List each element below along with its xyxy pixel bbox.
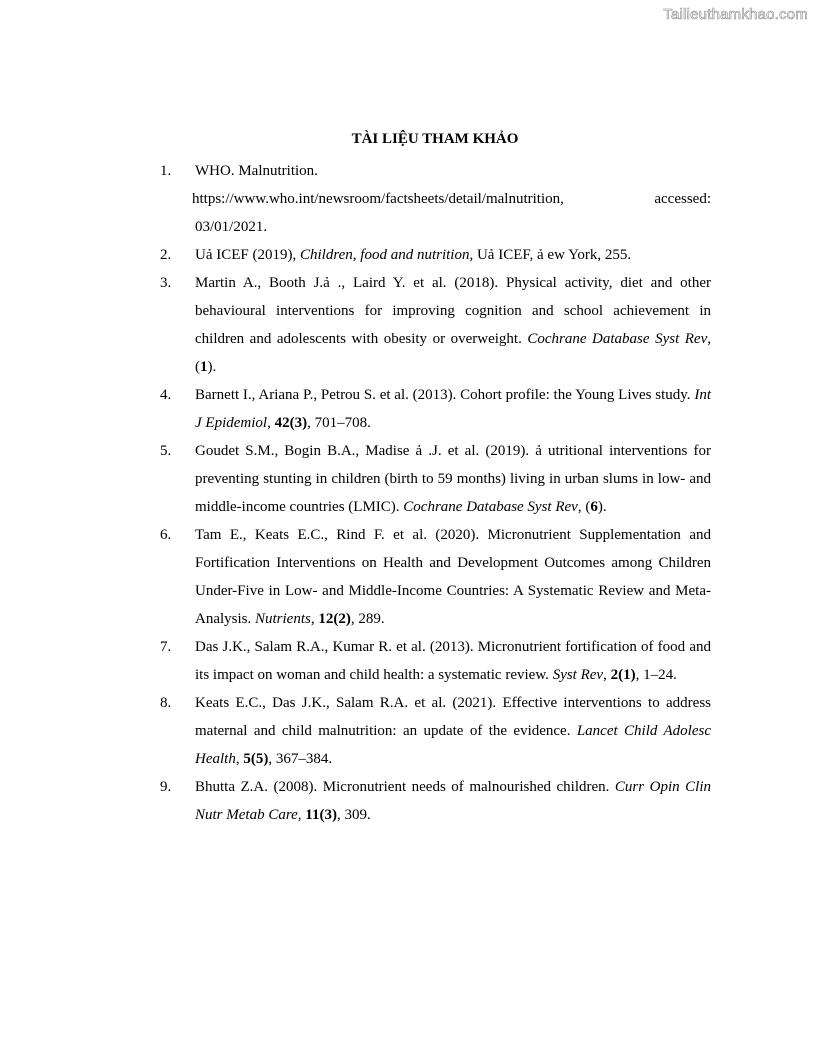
reference-authors: Goudet S.M., Bogin B.A., Madise ả .J. et al. (2019). ả utritional interventions for preventing stunting in children (birth to 59 months) living in urban slums in low- and middle-income countries (LMIC). xyxy=(195,443,711,515)
reference-number: 8. xyxy=(160,695,172,711)
reference-tail: , Uả ICEF, ả ew York, 255. xyxy=(469,247,632,263)
reference-text: Tam E., Keats E.C., Rind F. et al. (2020). Micronutrient Supplementation and Fortification Interventions on Health and Development Outcomes among Children Under-Five in Low- and Middle-Income Countries: A Systematic Review and Meta-Analysis. Nutrients, 12(2), 289. xyxy=(195,527,711,627)
reference-authors: Barnett I., Ariana P., Petrou S. et al. (2013). Cohort profile: the Young Lives study. xyxy=(195,387,695,403)
reference-item-3 xyxy=(0,269,816,381)
reference-volume: 2 xyxy=(610,667,619,683)
reference-text xyxy=(195,437,711,521)
reference-list xyxy=(0,157,816,829)
page-title: TÀI LIỆU THAM KHẢO xyxy=(351,131,519,147)
reference-accessed: accessed: xyxy=(654,191,711,207)
reference-journal: Nutrients xyxy=(255,611,311,627)
reference-volume: 5 xyxy=(243,751,251,767)
reference-issue: 3 xyxy=(324,807,332,823)
reference-volume: 42 xyxy=(274,415,290,431)
reference-url[interactable]: https://www.who.int/newsroom/factsheets/detail/malnutrition, xyxy=(192,191,564,207)
reference-text xyxy=(195,269,711,381)
reference-issue: 2 xyxy=(338,611,346,627)
reference-punct: , xyxy=(603,667,611,683)
reference-journal: Curr Opin Clin Nutr Metab Care xyxy=(195,779,711,823)
reference-punct: , ( xyxy=(195,331,712,375)
reference-journal: Lancet Child Adolesc Health xyxy=(195,723,711,767)
reference-text: Das J.K., Salam R.A., Kumar R. et al. (2013). Micronutrient fortification of food and its impact on woman and child health: a systematic review. Syst Rev, 2(1), 1–24. xyxy=(195,639,711,683)
reference-url-row xyxy=(192,185,711,213)
reference-issue: 1 xyxy=(623,667,631,683)
reference-item-4 xyxy=(0,381,816,437)
reference-item-9 xyxy=(0,773,816,829)
reference-item-1 xyxy=(0,157,816,241)
reference-item-8 xyxy=(0,689,816,773)
reference-issue: 3 xyxy=(294,415,303,431)
reference-punct: , xyxy=(235,751,244,767)
reference-text: Keats E.C., Das J.K., Salam R.A. et al. (2021). Effective interventions to address maternal and child malnutrition: an update of the evidence. Lancet Child Adolesc Health, 5(5), 367–384. xyxy=(195,695,711,767)
reference-text xyxy=(192,157,711,241)
reference-number: 7. xyxy=(160,639,172,655)
reference-pages: , 701–708. xyxy=(307,415,371,431)
reference-journal: Cochrane Database Syst Rev xyxy=(403,499,578,515)
reference-item-2 xyxy=(0,241,816,269)
reference-punct: , xyxy=(310,611,319,627)
reference-item-7 xyxy=(0,633,816,689)
reference-text xyxy=(195,241,711,269)
reference-punct: , ( xyxy=(577,499,591,515)
reference-punct: ). xyxy=(207,359,217,375)
reference-volume: 11 xyxy=(305,807,320,823)
reference-punct: , xyxy=(267,415,275,431)
reference-number: 3. xyxy=(160,275,172,291)
reference-text: Barnett I., Ariana P., Petrou S. et al. (2013). Cohort profile: the Young Lives study. Int J Epidemiol, 42(3), 701–708. xyxy=(195,387,711,431)
reference-pages: , 1–24. xyxy=(635,667,677,683)
reference-item-6 xyxy=(0,521,816,633)
reference-punct: ). xyxy=(597,499,607,515)
reference-pages: , 367–384. xyxy=(268,751,333,767)
reference-journal: Children, food and nutrition xyxy=(300,247,470,263)
reference-journal: Cochrane Database Syst Rev xyxy=(527,331,708,347)
reference-authors: Tam E., Keats E.C., Rind F. et al. (2020). Micronutrient Supplementation and Fortification Interventions on Health and Development Outcomes among Children Under-Five in Low- and Middle-Income Countries: A Systematic Review and Meta-Analysis. xyxy=(195,527,711,627)
reference-text: Bhutta Z.A. (2008). Micronutrient needs of malnourished children. Curr Opin Clin Nutr Metab Care, 11(3), 309. xyxy=(195,779,711,823)
reference-journal: Int J Epidemiol xyxy=(195,387,711,431)
reference-journal: Syst Rev xyxy=(552,667,604,683)
reference-pages: , 289. xyxy=(350,611,385,627)
reference-number: 6. xyxy=(160,527,172,543)
reference-date: 03/01/2021. xyxy=(195,219,268,235)
reference-line: WHO. Malnutrition. xyxy=(195,163,318,179)
reference-number: 4. xyxy=(160,387,172,403)
reference-authors: Das J.K., Salam R.A., Kumar R. et al. (2013). Micronutrient fortification of food and its impact on woman and child health: a systematic review. xyxy=(195,639,711,683)
reference-authors: Keats E.C., Das J.K., Salam R.A. et al. (2021). Effective interventions to address maternal and child malnutrition: an update of the evidence. xyxy=(195,695,711,739)
reference-pages: , 309. xyxy=(336,807,371,823)
watermark: Tailieuthamkhao.com xyxy=(663,6,808,23)
reference-number: 9. xyxy=(160,779,172,795)
reference-volume: 6 xyxy=(590,499,598,515)
reference-authors: Uả ICEF (2019), xyxy=(195,247,300,263)
reference-authors: Martin A., Booth J.ả ., Laird Y. et al. (2018). Physical activity, diet and other behavioural interventions for improving cognition and school achievement in children and adolescents with obesity or overweight. xyxy=(195,275,711,347)
reference-punct: , xyxy=(297,807,306,823)
reference-item-5 xyxy=(0,437,816,521)
reference-volume: 1 xyxy=(200,359,208,375)
reference-authors: Bhutta Z.A. (2008). Micronutrient needs of malnourished children. xyxy=(195,779,615,795)
reference-volume: 12 xyxy=(318,611,334,627)
reference-number: 1. xyxy=(160,163,172,179)
reference-issue: 5 xyxy=(255,751,264,767)
reference-number: 2. xyxy=(160,247,172,263)
reference-number: 5. xyxy=(160,443,172,459)
